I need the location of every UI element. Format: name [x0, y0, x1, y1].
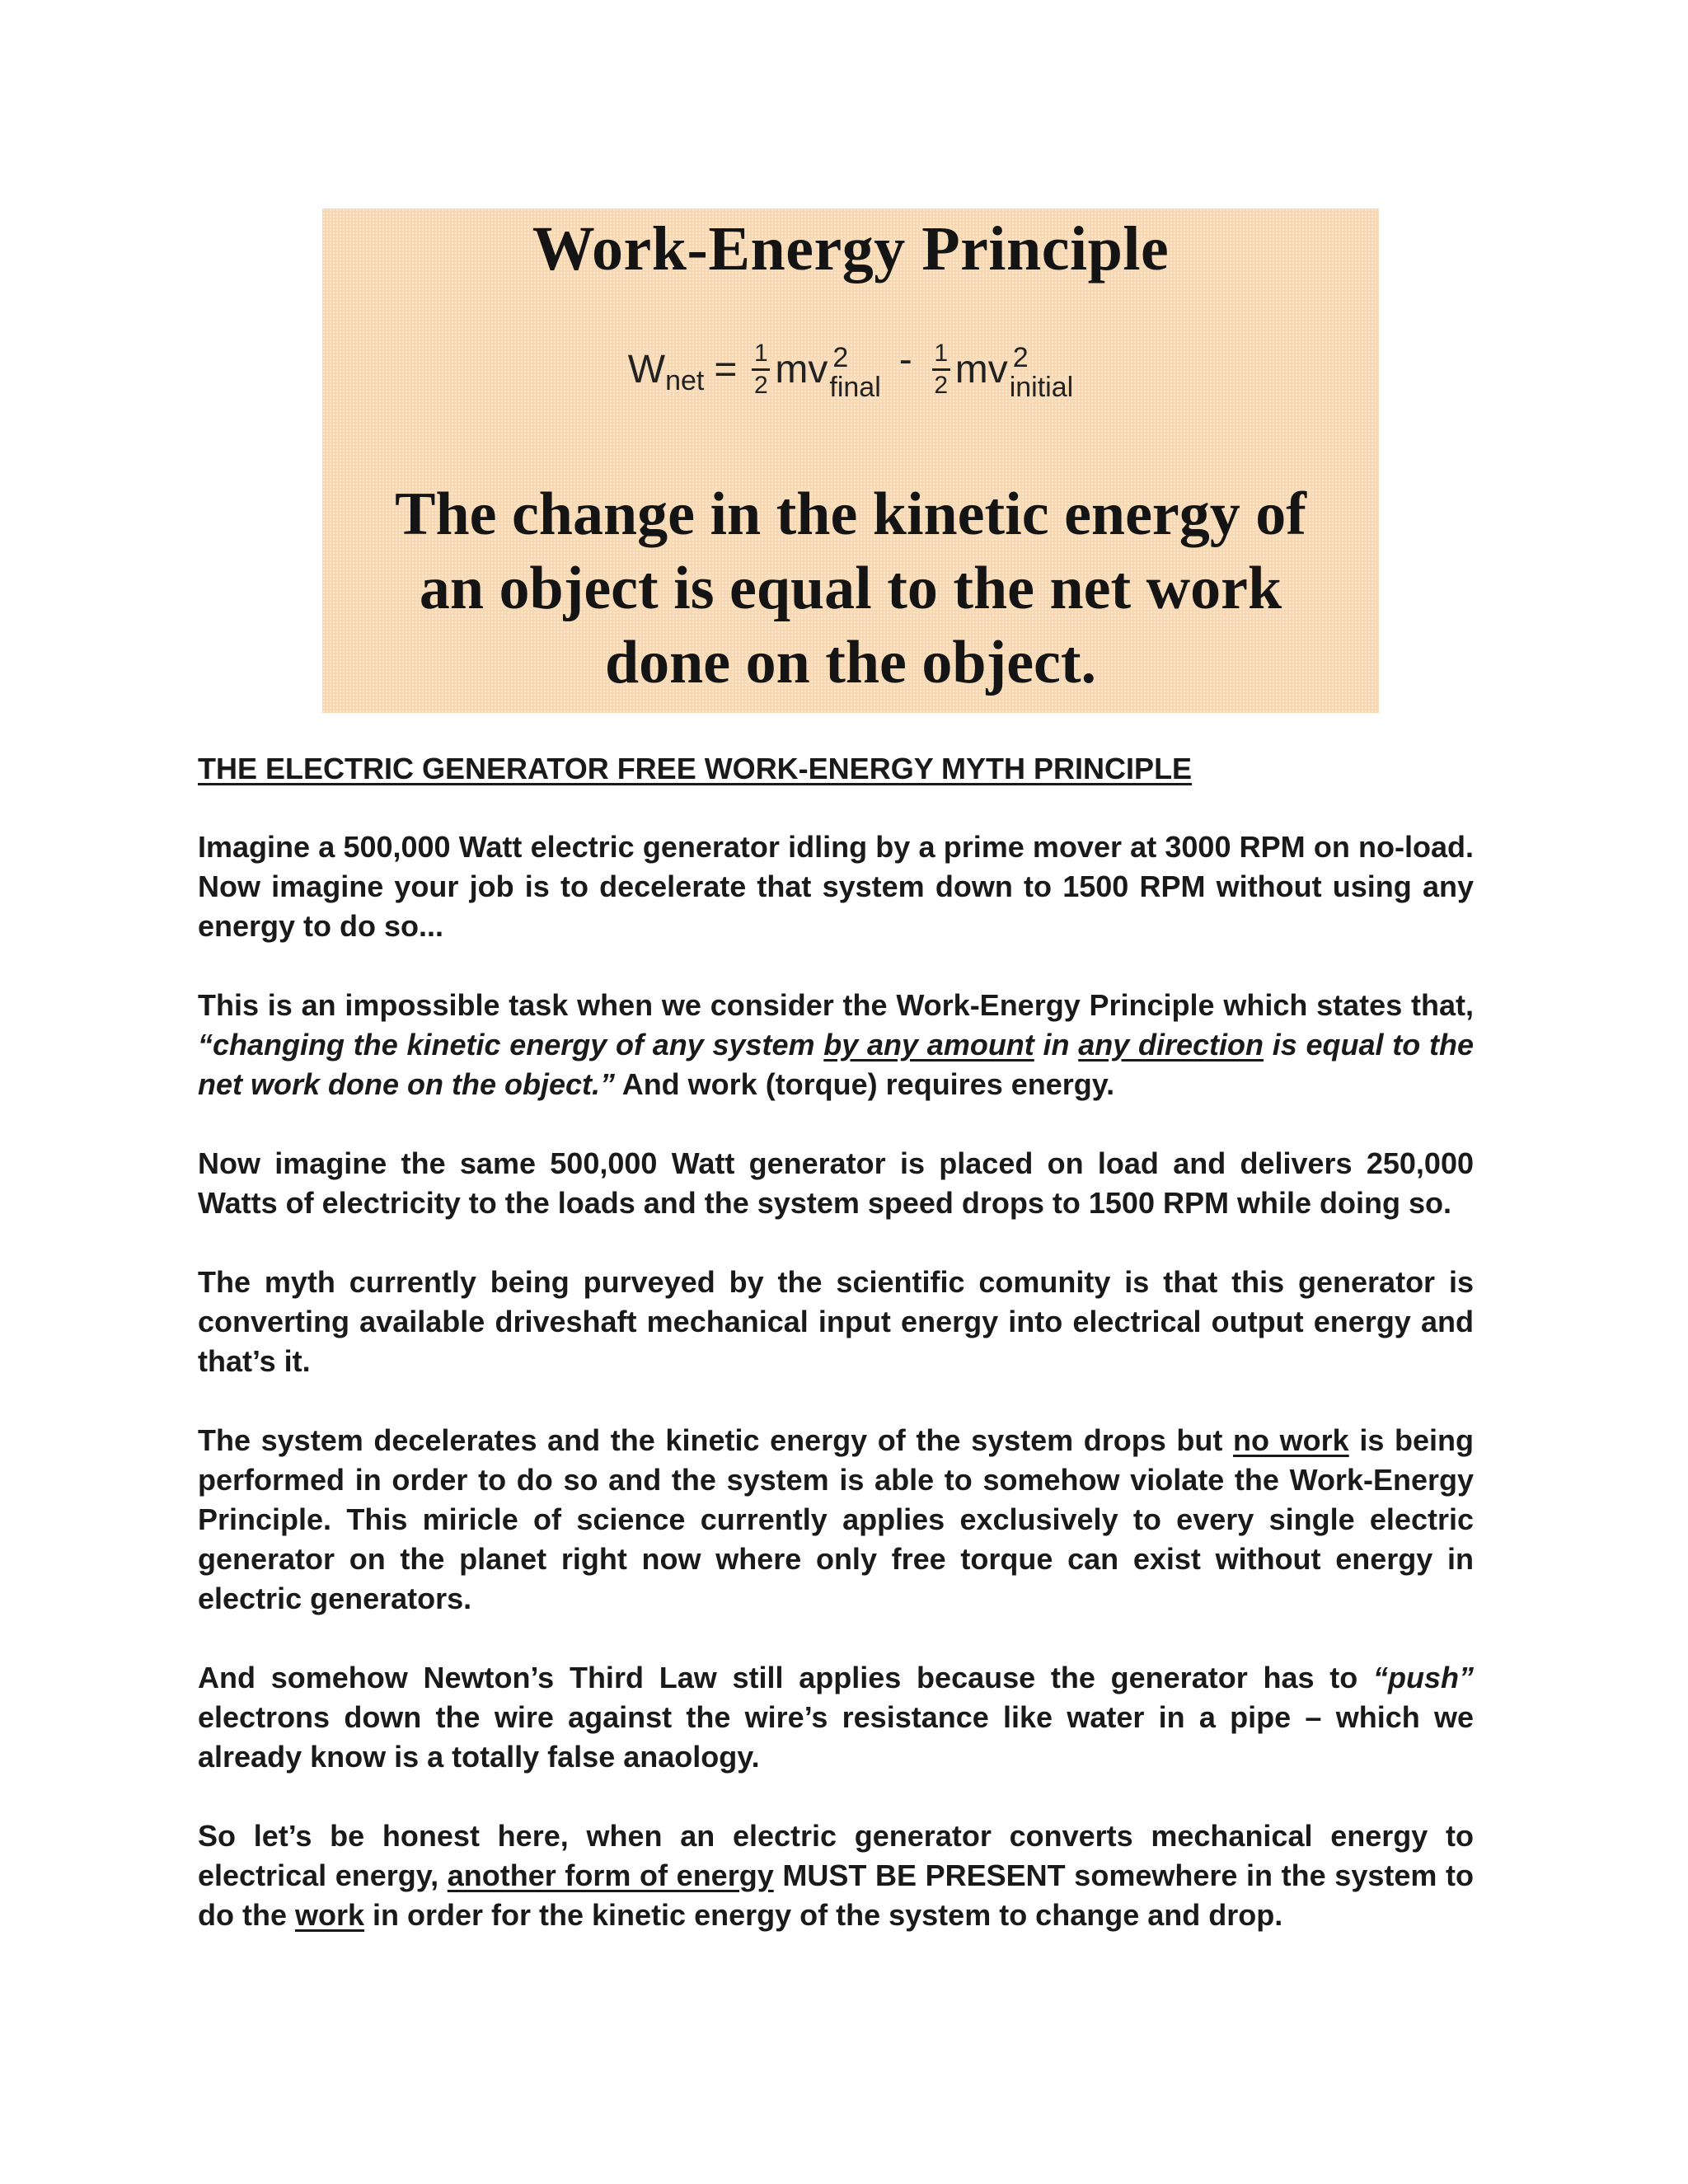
statement-line: an object is equal to the net work — [419, 555, 1282, 622]
statement-line: The change in the kinetic energy of — [395, 480, 1306, 548]
formula-minus: - — [898, 338, 912, 382]
quote-run: is equal to the net work done on the object.” — [198, 1028, 1474, 1101]
work-energy-banner-image — [322, 209, 1379, 713]
paragraph-impossible-task — [198, 986, 1474, 1104]
underlined-no-work: no work — [1233, 1423, 1349, 1457]
text-run: in order for the kinetic energy of the system to change and drop. — [364, 1898, 1283, 1932]
paragraph-generator-idling: Imagine a 500,000 Watt electric generator idling by a prime mover at 3000 RPM on no-load. Now imagine your job is to decelerate that system down to 1500 RPM without using any energy to do so... — [198, 830, 1474, 943]
formula-half-fraction — [932, 341, 950, 398]
text-run: So let’s be honest here, when an electric generator converts mechanical energy to electrical energy, — [198, 1819, 1474, 1892]
fraction-numerator: 1 — [754, 340, 768, 368]
banner-statement — [322, 477, 1379, 700]
underlined-work: work — [294, 1898, 365, 1932]
banner-title: Work-Energy Principle — [532, 214, 1170, 284]
formula-final-supsub — [829, 344, 880, 402]
paragraph-scientific-myth: The myth currently being purveyed by the scientific comunity is that this generator is converting available driveshaft mechanical input energy into electrical output energy and that’s it. — [198, 1265, 1474, 1378]
fraction-numerator: 1 — [934, 340, 949, 368]
paragraph-generator-on-load: Now imagine the same 500,000 Watt generator is placed on load and delivers 250,000 Watts of electricity to the loads and the system speed drops to 1500 RPM while doing so. — [198, 1146, 1474, 1220]
fraction-denominator: 2 — [934, 372, 949, 400]
fraction-bar — [932, 368, 950, 371]
paragraph-system-decelerates — [198, 1421, 1474, 1619]
text-run: And somehow Newton’s Third Law still applies because the generator has to — [198, 1661, 1373, 1694]
quote-run: “changing the kinetic energy of any system — [198, 1028, 824, 1062]
text-run: MUST BE PRESENT somewhere in the system to do the — [198, 1858, 1474, 1932]
formula-initial-supsub — [1010, 344, 1073, 402]
fraction-denominator: 2 — [754, 372, 768, 400]
formula-equals: = — [714, 348, 738, 392]
fraction-bar — [752, 368, 770, 371]
underlined-by-any-amount: by any amount — [823, 1028, 1034, 1062]
underlined-another-form-of-energy: another form of energy — [447, 1858, 774, 1892]
formula-initial-subscript: initial — [1009, 371, 1074, 403]
underlined-any-direction: any direction — [1078, 1028, 1264, 1062]
formula-mv: mv — [775, 348, 828, 392]
quote-run: in — [1034, 1028, 1079, 1062]
formula-w: W — [627, 348, 666, 392]
text-run: And work (torque) requires energy. — [615, 1067, 1115, 1101]
formula-exponent: 2 — [832, 342, 849, 373]
text-run: This is an impossible task when we consider the Work-Energy Principle which states that, — [198, 988, 1474, 1022]
formula-net-subscript: net — [665, 365, 705, 397]
text-run: electrons down the wire against the wire’s resistance like water in a pipe – which we already know is a totally false anaology. — [198, 1700, 1474, 1774]
text-run: is being performed in order to do so and the system is able to somehow violate the Work-Energy Principle. This miricle of science currently applies exclusively to every single electric generator on the planet right now where only free torque can exist without energy in electric generators. — [198, 1423, 1474, 1615]
text-run: The system decelerates and the kinetic energy of the system drops but — [198, 1423, 1234, 1457]
italic-push: “push” — [1373, 1661, 1474, 1694]
section-heading: THE ELECTRIC GENERATOR FREE WORK-ENERGY MYTH PRINCIPLE — [198, 752, 1193, 785]
statement-line: done on the object. — [604, 629, 1097, 696]
paragraph-newtons-third-law — [198, 1658, 1474, 1777]
formula-exponent: 2 — [1012, 342, 1029, 373]
paragraph-lets-be-honest — [198, 1816, 1474, 1935]
formula-half-fraction — [752, 341, 770, 398]
work-energy-formula — [322, 340, 1379, 431]
formula-mv: mv — [954, 348, 1008, 392]
formula-final-subscript: final — [829, 371, 881, 403]
